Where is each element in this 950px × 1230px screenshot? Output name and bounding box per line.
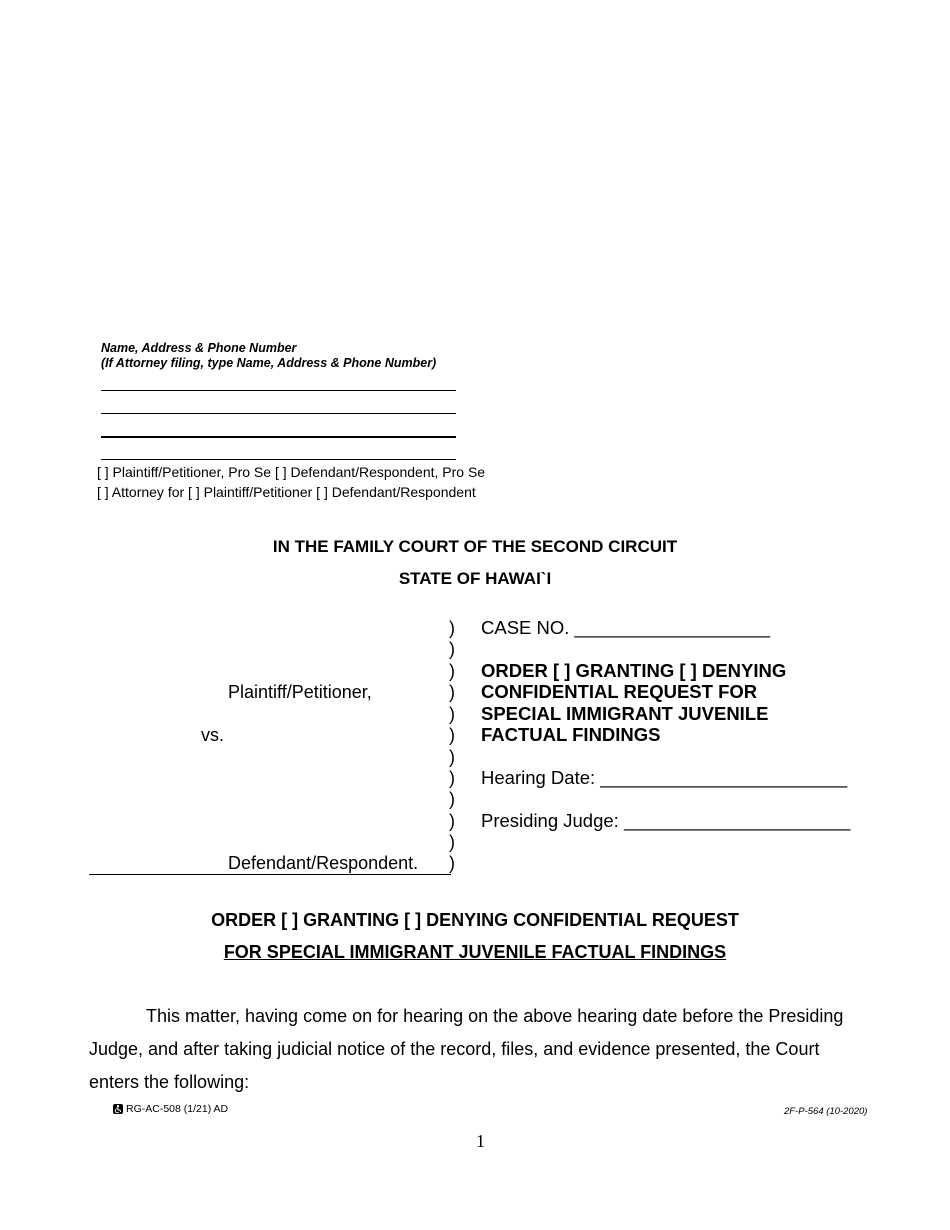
hearing-date-field[interactable]: Hearing Date: ________________________	[481, 767, 848, 788]
paren: )	[449, 661, 455, 681]
paren: )	[449, 618, 455, 638]
paren: )	[449, 853, 455, 873]
party-checkbox-line2[interactable]: [ ] Attorney for [ ] Plaintiff/Petitioner [ ] Defendant/Respondent	[97, 484, 476, 500]
paren: )	[449, 639, 455, 659]
paren: )	[449, 682, 455, 702]
order-heading-line2: FOR SPECIAL IMMIGRANT JUVENILE FACTUAL FINDINGS	[223, 942, 727, 962]
paren: )	[449, 704, 455, 724]
caption-title-line3: SPECIAL IMMIGRANT JUVENILE	[481, 703, 769, 724]
order-heading-line1: ORDER [ ] GRANTING [ ] DENYING CONFIDENTIAL REQUEST	[211, 910, 739, 930]
party-checkbox-line1[interactable]: [ ] Plaintiff/Petitioner, Pro Se [ ] Defendant/Respondent, Pro Se	[97, 464, 486, 480]
paren: )	[449, 811, 455, 831]
filer-label-line2: (If Attorney filing, type Name, Address & Phone Number)	[101, 356, 437, 370]
caption-title-line1: ORDER [ ] GRANTING [ ] DENYING	[481, 660, 787, 681]
case-number-field[interactable]: CASE NO. ___________________	[481, 617, 771, 638]
court-state: STATE OF HAWAI`I	[398, 569, 552, 588]
form-code-right: 2F-P-564 (10-2020)	[784, 1106, 868, 1117]
caption-title-line2: CONFIDENTIAL REQUEST FOR	[481, 681, 758, 702]
filer-line-3[interactable]	[101, 436, 456, 438]
paren: )	[449, 747, 455, 767]
filer-line-2[interactable]	[101, 413, 456, 414]
filer-line-4[interactable]	[101, 459, 456, 460]
defendant-label: Defendant/Respondent.	[228, 853, 419, 873]
paren: )	[449, 832, 455, 852]
filer-label-line1: Name, Address & Phone Number	[101, 341, 297, 355]
footer-left	[113, 1103, 228, 1115]
caption-bottom-rule	[89, 874, 451, 875]
court-name: IN THE FAMILY COURT OF THE SECOND CIRCUIT	[272, 537, 678, 556]
caption-title-line4: FACTUAL FINDINGS	[481, 724, 661, 745]
paren: )	[449, 789, 455, 809]
paren: )	[449, 768, 455, 788]
paren: )	[449, 725, 455, 745]
vs-label: vs.	[201, 725, 225, 745]
body-paragraph-line3: enters the following:	[89, 1072, 250, 1092]
body-paragraph-line2: Judge, and after taking judicial notice of the record, files, and evidence presented, the Court	[89, 1039, 820, 1059]
plaintiff-label: Plaintiff/Petitioner,	[228, 682, 372, 702]
filer-line-1[interactable]	[101, 390, 456, 391]
accessibility-icon	[113, 1104, 123, 1114]
form-code-left: RG-AC-508 (1/21) AD	[126, 1103, 229, 1115]
body-paragraph-line1: This matter, having come on for hearing on the above hearing date before the Presiding	[146, 1006, 844, 1026]
presiding-judge-field[interactable]: Presiding Judge: ______________________	[481, 810, 851, 831]
page-number: 1	[476, 1131, 485, 1151]
